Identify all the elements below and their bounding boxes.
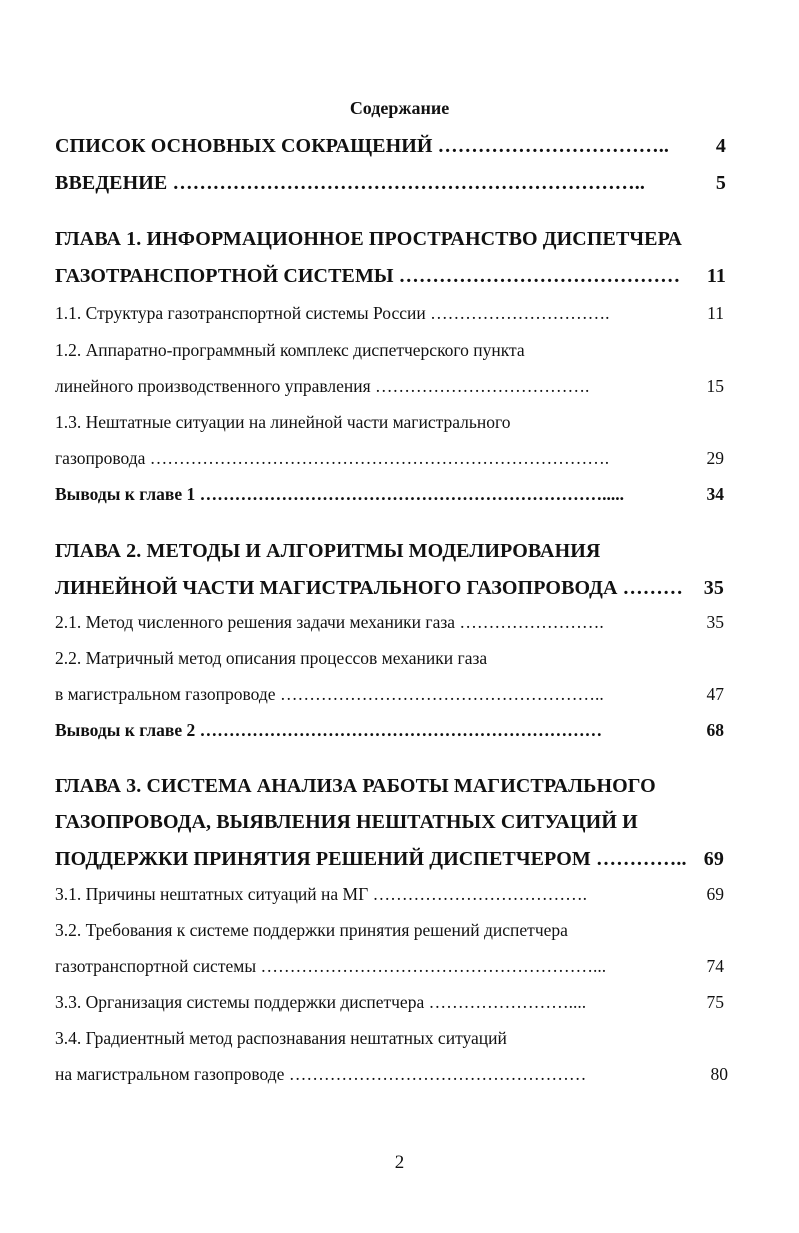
toc-entry-text: 3.1. Причины нештатных ситуаций на МГ ………………………………. — [55, 884, 587, 904]
toc-entry-text: в магистральном газопроводе ……………………………………………….. — [55, 684, 604, 704]
toc-entry-1-2-line-1[interactable] — [0, 340, 799, 370]
toc-entry-1-2-line-2[interactable] — [0, 376, 799, 406]
toc-entry-text: 3.3. Организация системы поддержки диспетчера …………………….... — [55, 992, 587, 1012]
toc-entry-chapter-3-title-line-2[interactable] — [0, 811, 799, 841]
toc-entry-page: 80 — [710, 1064, 728, 1084]
toc-entry-chapter-1-title-line-2[interactable] — [0, 265, 799, 295]
toc-entry-3-3[interactable] — [0, 992, 799, 1022]
toc-entry-page: 11 — [706, 265, 726, 287]
toc-entry-page: 47 — [706, 684, 724, 704]
toc-entry-text: 2.2. Матричный метод описания процессов механики газа — [55, 648, 488, 668]
toc-entry-text: 3.2. Требования к системе поддержки принятия решений диспетчера — [55, 920, 568, 940]
toc-entry-page: 75 — [706, 992, 724, 1012]
toc-entry-page: 68 — [706, 720, 724, 740]
toc-entry-text: Выводы к главе 1 ……………………………………………………………..... — [55, 484, 624, 504]
toc-entry-text: газопровода ……………………………………………………………………. — [55, 448, 610, 468]
toc-entry-chapter-3-title-line-1[interactable] — [0, 775, 799, 805]
toc-entry-page: 74 — [706, 956, 724, 976]
toc-entry-text: Выводы к главе 2 …………………………………………………………… — [55, 720, 603, 740]
toc-entry-page: 29 — [706, 448, 724, 468]
toc-entry-text: 1.1. Структура газотранспортной системы России …………………………. — [55, 303, 610, 323]
toc-entry-page: 35 — [706, 612, 724, 632]
toc-entry-text: ПОДДЕРЖКИ ПРИНЯТИЯ РЕШЕНИЙ ДИСПЕТЧЕРОМ ………….. — [55, 848, 687, 870]
toc-entry-page: 15 — [706, 376, 724, 396]
toc-entry-chapter-3-title-line-3[interactable] — [0, 848, 799, 878]
toc-entry-text: ГЛАВА 3. СИСТЕМА АНАЛИЗА РАБОТЫ МАГИСТРАЛЬНОГО — [55, 775, 656, 797]
toc-entry-3-4-line-1[interactable] — [0, 1028, 799, 1058]
toc-entry-3-1[interactable] — [0, 884, 799, 914]
toc-entry-text: СПИСОК ОСНОВНЫХ СОКРАЩЕНИЙ …………………………….. — [55, 135, 669, 157]
toc-entry-text: 1.2. Аппаратно-программный комплекс диспетчерского пункта — [55, 340, 525, 360]
toc-entry-text: ЛИНЕЙНОЙ ЧАСТИ МАГИСТРАЛЬНОГО ГАЗОПРОВОДА ……… — [55, 577, 683, 599]
toc-entry-text: линейного производственного управления ………………………………. — [55, 376, 590, 396]
toc-entry-page: 11 — [707, 303, 724, 323]
toc-entry-2-1[interactable] — [0, 612, 799, 642]
toc-entry-text: ВВЕДЕНИЕ …………………………………………………………….. — [55, 172, 645, 194]
toc-entry-text: ГАЗОТРАНСПОРТНОЙ СИСТЕМЫ …………………………………… — [55, 265, 681, 287]
toc-entry-page: 5 — [715, 172, 726, 194]
toc-entry-conclusions-1[interactable] — [0, 484, 799, 514]
toc-entry-chapter-1-title-line-1[interactable] — [0, 228, 799, 258]
toc-entry-conclusions-2[interactable] — [0, 720, 799, 750]
toc-entry-page: 69 — [703, 848, 724, 870]
toc-entry-text: ГЛАВА 2. МЕТОДЫ И АЛГОРИТМЫ МОДЕЛИРОВАНИЯ — [55, 540, 601, 562]
toc-entry-1-3-line-2[interactable] — [0, 448, 799, 478]
toc-entry-text: ГЛАВА 1. ИНФОРМАЦИОННОЕ ПРОСТРАНСТВО ДИСПЕТЧЕРА — [55, 228, 682, 250]
toc-entry-page: 4 — [715, 135, 726, 157]
toc-entry-2-2-line-2[interactable] — [0, 684, 799, 714]
toc-entry-1-3-line-1[interactable] — [0, 412, 799, 442]
toc-entry-page: 69 — [706, 884, 724, 904]
toc-entry-text: ГАЗОПРОВОДА, ВЫЯВЛЕНИЯ НЕШТАТНЫХ СИТУАЦИЙ И — [55, 811, 638, 833]
page-number: 2 — [394, 1152, 405, 1173]
toc-entry-chapter-2-title-line-1[interactable] — [0, 540, 799, 570]
toc-entry-2-2-line-1[interactable] — [0, 648, 799, 678]
toc-entry-text: 2.1. Метод численного решения задачи механики газа ……………………. — [55, 612, 604, 632]
toc-entry-3-2-line-2[interactable] — [0, 956, 799, 986]
toc-entry-text: газотранспортной системы …………………………………………………... — [55, 956, 607, 976]
toc-entry-chapter-2-title-line-2[interactable] — [0, 577, 799, 607]
toc-entry-text: на магистральном газопроводе …………………………………………… — [55, 1064, 587, 1084]
toc-entry-1-1[interactable] — [0, 303, 799, 333]
toc-entry-page: 35 — [703, 577, 724, 599]
toc-entry-text: 3.4. Градиентный метод распознавания нештатных ситуаций — [55, 1028, 507, 1048]
toc-entry-text: 1.3. Нештатные ситуации на линейной части магистрального — [55, 412, 511, 432]
page-title: Содержание — [349, 98, 450, 118]
toc-entry-page: 34 — [706, 484, 724, 504]
toc-entry-abbreviations[interactable] — [0, 135, 799, 165]
toc-entry-3-2-line-1[interactable] — [0, 920, 799, 950]
toc-entry-introduction[interactable] — [0, 172, 799, 202]
toc-entry-3-4-line-2[interactable] — [0, 1064, 799, 1094]
